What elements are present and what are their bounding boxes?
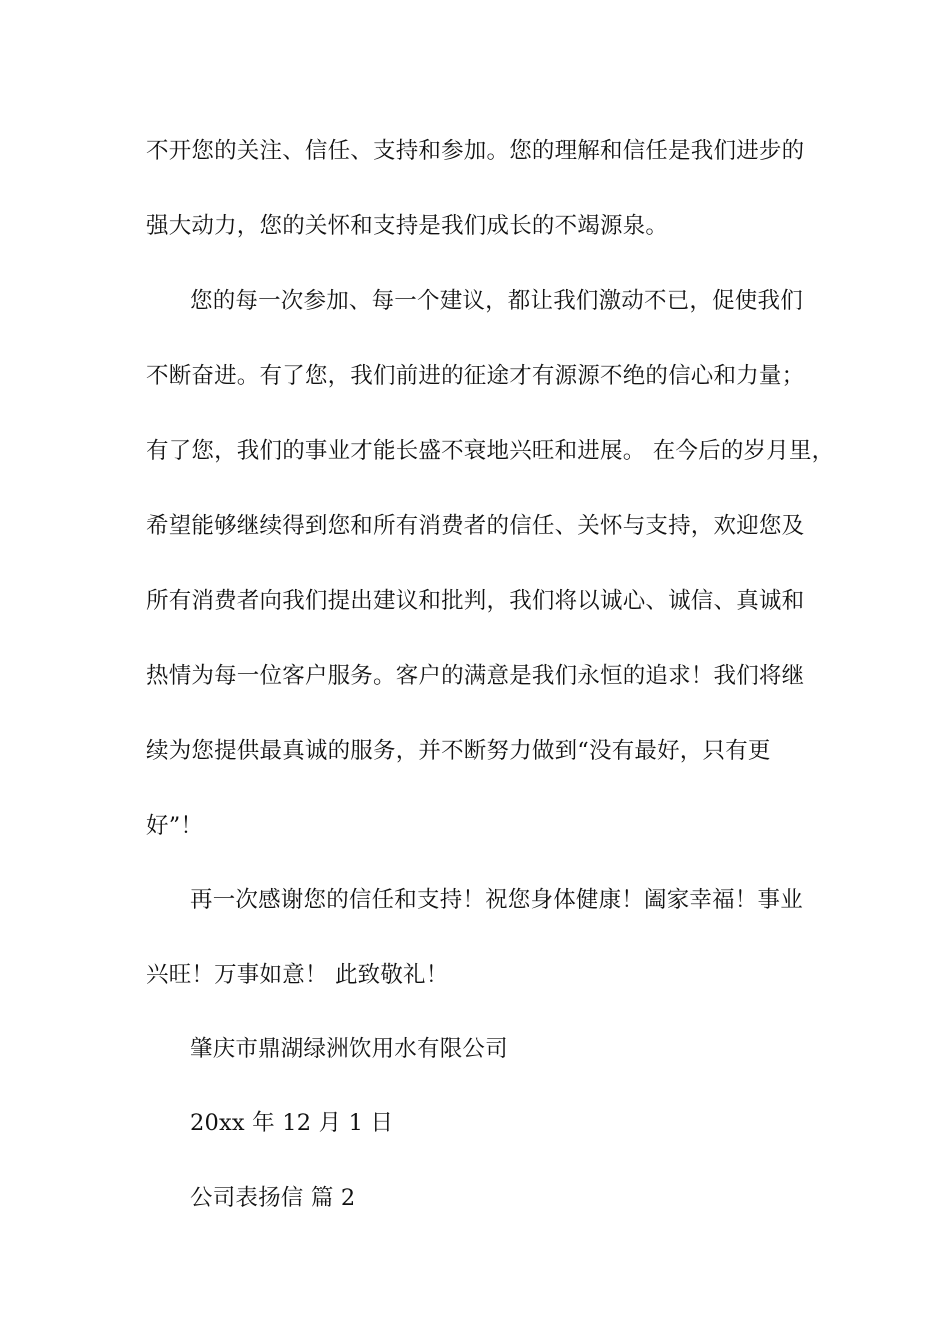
paragraph-line: 有了您，我们的事业才能长盛不衰地兴旺和进展。 在今后的岁月里， xyxy=(146,438,835,464)
section-heading: 公司表扬信 篇 2 xyxy=(190,1185,356,1211)
paragraph-line: 您的每一次参加、每一个建议，都让我们激动不已，促使我们 xyxy=(190,288,803,314)
paragraph-line: 再一次感谢您的信任和支持！祝您身体健康！阖家幸福！事业 xyxy=(190,887,803,913)
paragraph-line: 续为您提供最真诚的服务，并不断努力做到“没有最好，只有更 xyxy=(146,738,771,764)
company-signature: 肇庆市鼎湖绿洲饮用水有限公司 xyxy=(190,1036,508,1062)
paragraph-line: 强大动力，您的关怀和支持是我们成长的不竭源泉。 xyxy=(146,213,669,239)
paragraph-line: 好”！ xyxy=(146,813,204,839)
paragraph-line: 所有消费者向我们提出建议和批判，我们将以诚心、诚信、真诚和 xyxy=(146,588,805,614)
paragraph-line: 不开您的关注、信任、支持和参加。您的理解和信任是我们进步的 xyxy=(146,138,805,164)
letter-date: 20xx 年 12 月 1 日 xyxy=(190,1110,394,1136)
paragraph-line: 热情为每一位客户服务。客户的满意是我们永恒的追求！我们将继 xyxy=(146,663,805,689)
paragraph-line: 不断奋进。有了您，我们前进的征途才有源源不绝的信心和力量； xyxy=(146,363,805,389)
paragraph-line: 希望能够继续得到您和所有消费者的信任、关怀与支持，欢迎您及 xyxy=(146,513,805,539)
paragraph-line: 兴旺！万事如意！ 此致敬礼！ xyxy=(146,962,449,988)
